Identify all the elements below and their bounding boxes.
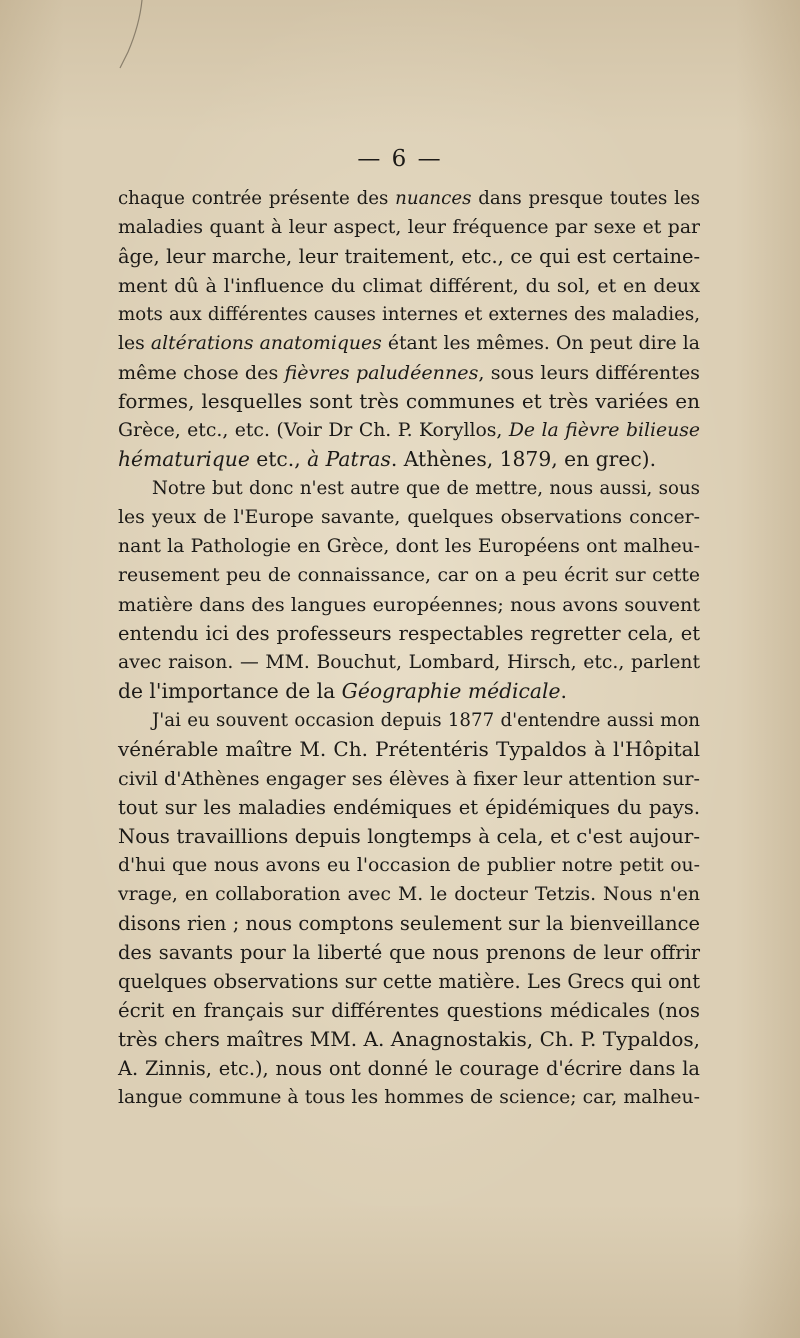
text-run: Notre but donc n'est autre que de mettre, nous aussi, sous (152, 478, 700, 499)
text-line (118, 445, 700, 474)
text-line (118, 938, 700, 967)
text-run: , sous leurs différentes (478, 361, 700, 384)
text-line (118, 1025, 700, 1054)
text-line (118, 1054, 700, 1083)
text-run: reusement peu de connaissance, car on a peu écrit sur cette (118, 565, 700, 586)
text-line (118, 909, 700, 938)
body-text (118, 184, 700, 1112)
text-line (118, 271, 700, 300)
text-run: . Athènes, 1879, en grec). (390, 447, 657, 471)
text-run: dans presque toutes les (471, 188, 700, 209)
italic-text: fièvres paludéennes (284, 361, 479, 384)
text-run: de l'importance de la (118, 679, 342, 703)
text-run: très chers maîtres MM. A. Anagnostakis, Ch. P. Typaldos, (118, 1027, 700, 1051)
text-run: âge, leur marche, leur traitement, etc., ce qui est certaine- (118, 245, 700, 268)
text-line (118, 677, 700, 706)
text-run: maladies quant à leur aspect, leur fréquence par sexe et par (118, 217, 700, 238)
text-line (118, 503, 700, 532)
italic-text: altérations anatomiques (150, 333, 382, 354)
text-run: quelques observations sur cette matière. Les Grecs qui ont (118, 970, 700, 993)
pencil-mark (112, 0, 152, 70)
text-line (118, 387, 700, 416)
text-line (118, 300, 700, 329)
text-line (118, 880, 700, 909)
text-line (118, 619, 700, 648)
text-run: Grèce, etc., etc. (Voir Dr Ch. P. Koryllos, (118, 420, 509, 441)
text-run: civil d'Athènes engager ses élèves à fixer leur attention sur- (118, 767, 700, 790)
text-line (118, 735, 700, 764)
text-line (118, 996, 700, 1025)
text-run: langue commune à tous les hommes de science; car, malheu- (118, 1087, 700, 1108)
text-run: chaque contrée présente des (118, 188, 396, 209)
text-line (118, 851, 700, 880)
text-run: les (118, 333, 151, 354)
text-run: des savants pour la liberté que nous prenons de leur offrir (118, 941, 700, 964)
text-run: etc., (249, 447, 308, 471)
page-number: — 6 — (357, 146, 443, 172)
text-run: même chose des (118, 361, 285, 384)
text-line (118, 764, 700, 793)
text-run: A. Zinnis, etc.), nous ont donné le courage d'écrire dans la (118, 1057, 700, 1080)
text-line (118, 358, 700, 387)
text-line (118, 822, 700, 851)
text-line (118, 793, 700, 822)
text-line (118, 532, 700, 561)
text-run: écrit en français sur différentes questions médicales (nos (118, 999, 700, 1022)
text-run: d'hui que nous avons eu l'occasion de publier notre petit ou- (118, 855, 700, 876)
text-run: matière dans des langues européennes; nous avons souvent (118, 593, 700, 616)
text-line (118, 967, 700, 996)
text-line (118, 329, 700, 358)
text-line (118, 242, 700, 271)
text-line (118, 213, 700, 242)
italic-text: à Patras (307, 447, 391, 471)
text-line (118, 706, 700, 735)
text-line (118, 648, 700, 677)
text-run: nant la Pathologie en Grèce, dont les Européens ont malheu- (118, 536, 700, 557)
text-line (118, 184, 700, 213)
italic-text: Géographie médicale (341, 679, 561, 703)
text-run: étant les mêmes. On peut dire la (381, 333, 701, 354)
text-run: J'ai eu souvent occasion depuis 1877 d'entendre aussi mon (152, 710, 700, 731)
text-run: les yeux de l'Europe savante, quelques observations concer- (118, 507, 700, 528)
italic-text: nuances (395, 188, 472, 209)
text-line (118, 561, 700, 590)
text-run: ment dû à l'influence du climat différent, du sol, et en deux (118, 274, 700, 297)
text-run: disons rien ; nous comptons seulement sur la bienveillance (118, 912, 700, 935)
text-run: vrage, en collaboration avec M. le docteur Tetzis. Nous n'en (118, 884, 700, 905)
text-run: tout sur les maladies endémiques et épidémiques du pays. (118, 796, 700, 819)
text-run: . (560, 679, 567, 703)
italic-text: De la fièvre bilieuse (508, 420, 701, 441)
text-run: formes, lesquelles sont très communes et très variées en (118, 389, 700, 413)
text-line (118, 590, 700, 619)
text-run: avec raison. — MM. Bouchut, Lombard, Hirsch, etc., parlent (118, 652, 700, 673)
text-run: Nous travaillions depuis longtemps à cela, et c'est aujour- (118, 825, 700, 848)
text-line (118, 416, 700, 445)
text-line (118, 1083, 700, 1112)
text-run: entendu ici des professeurs respectables regretter cela, et (118, 622, 700, 645)
text-run: mots aux différentes causes internes et externes des maladies, (118, 304, 700, 325)
text-run: vénérable maître M. Ch. Prétentéris Typaldos à l'Hôpital (118, 737, 700, 761)
italic-text: hématurique (118, 447, 250, 471)
text-line (118, 474, 700, 503)
